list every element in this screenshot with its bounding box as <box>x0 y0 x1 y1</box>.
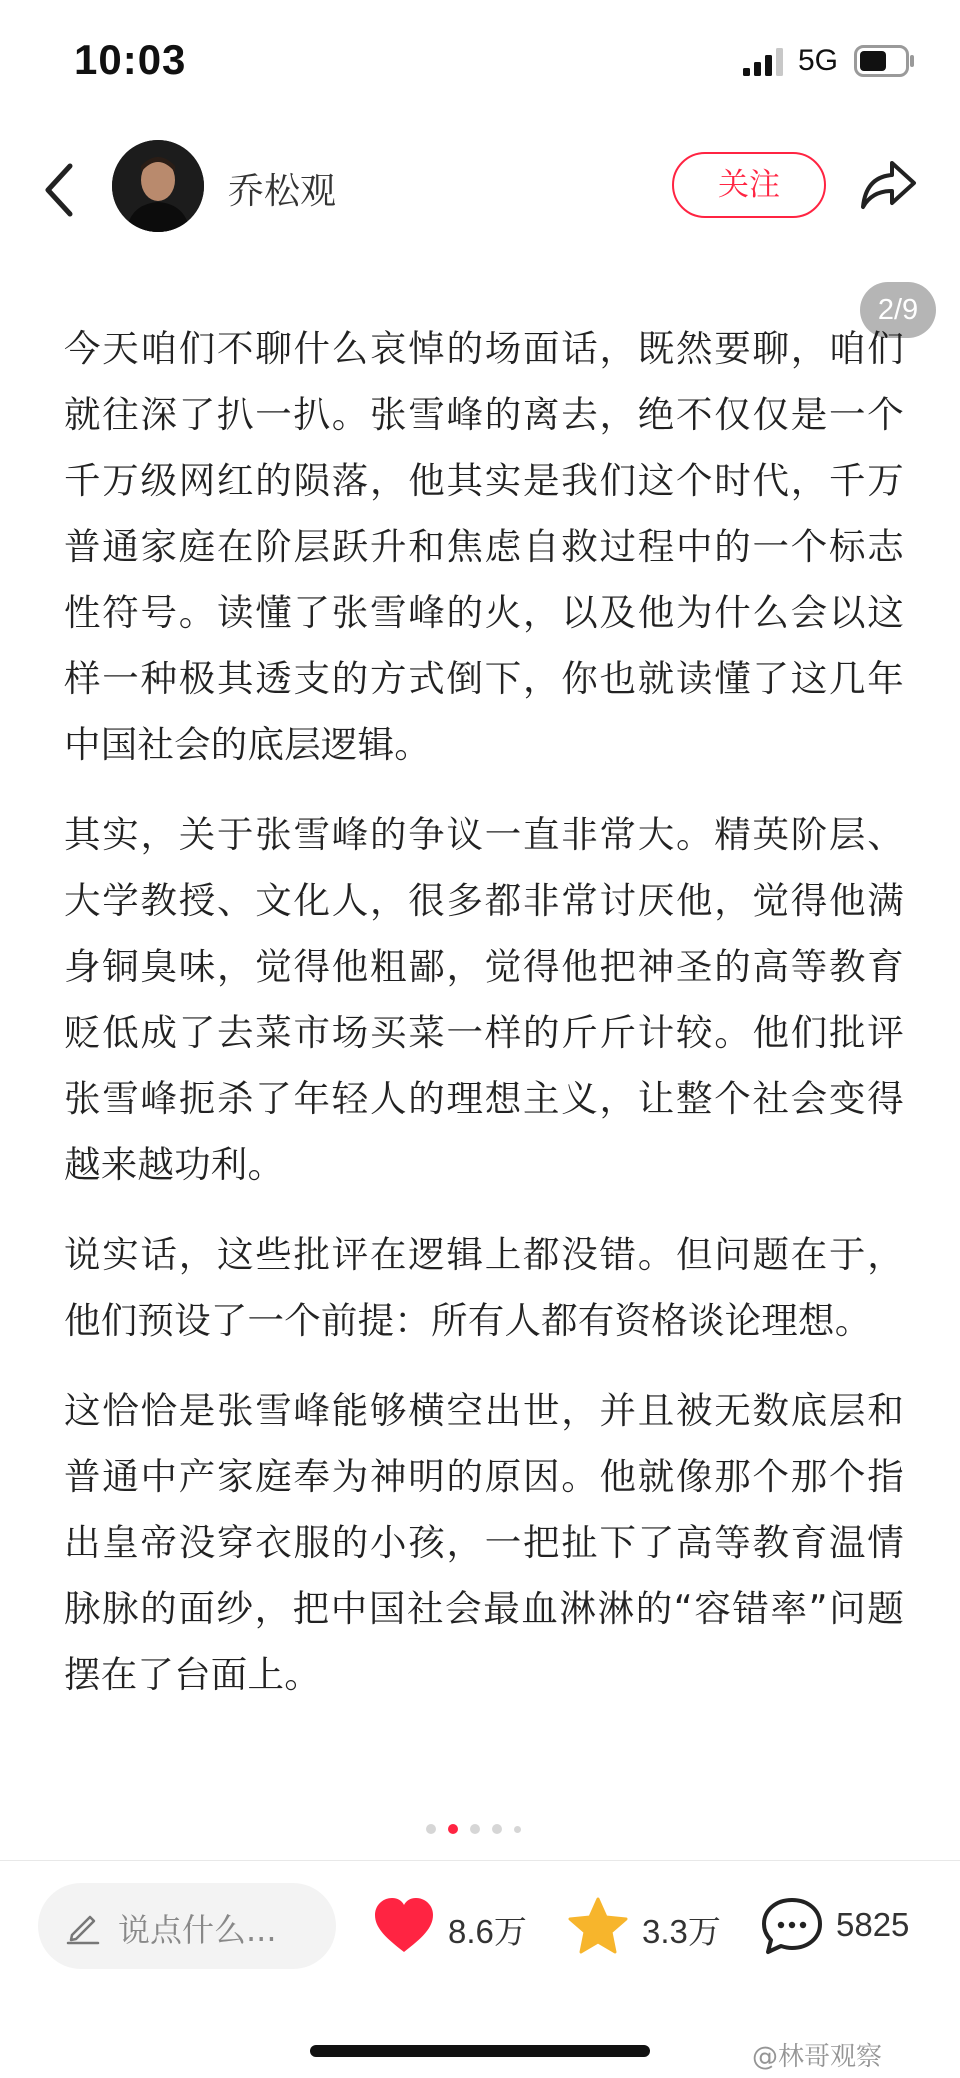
page-counter: 2/9 <box>860 282 936 338</box>
carousel-dots <box>420 1820 540 1836</box>
collect-count: 3.3万 <box>642 1913 721 1950</box>
signal-icon <box>743 48 787 76</box>
author-name[interactable]: 乔松观 <box>228 171 337 212</box>
star-icon <box>566 1896 630 1956</box>
status-bar <box>0 0 960 120</box>
comment-input[interactable] <box>38 1883 336 1969</box>
carousel-dot-active[interactable] <box>448 1824 458 1834</box>
article-paragraph: 说实话，这些批评在逻辑上都没错。但问题在于，他们预设了一个前提：所有人都有资格谈论理想。 <box>64 1233 904 1342</box>
note-header <box>0 135 960 245</box>
comment-placeholder: 说点什么... <box>118 1911 277 1949</box>
follow-button[interactable]: 关注 <box>672 152 826 218</box>
comment-count: 5825 <box>836 1906 910 1943</box>
network-label: 5G <box>798 44 839 77</box>
status-time: 10:03 <box>74 36 187 83</box>
like-count: 8.6万 <box>448 1913 527 1950</box>
chat-bubble-icon <box>760 1896 824 1956</box>
home-indicator[interactable] <box>310 2045 650 2057</box>
pencil-icon <box>64 1907 102 1945</box>
article-paragraph: 今天咱们不聊什么哀悼的场面话，既然要聊，咱们就往深了扒一扒。张雪峰的离去，绝不仅仅是一个千万级网红的陨落，他其实是我们这个时代，千万普通家庭在阶层跃升和焦虑自救过程中的一个标志性符号。读懂了张雪峰的火，以及他为什么会以这样一种极其透支的方式倒下，你也就读懂了这几年中国社会的底层逻辑。 <box>64 327 904 766</box>
heart-icon <box>372 1896 436 1956</box>
share-icon[interactable] <box>858 157 918 213</box>
battery-icon <box>854 45 916 77</box>
carousel-dot[interactable] <box>426 1824 436 1834</box>
back-icon[interactable] <box>40 160 80 220</box>
collect-button[interactable] <box>566 1888 746 1964</box>
comment-button[interactable] <box>760 1888 950 1964</box>
bottom-divider <box>0 1860 960 1861</box>
carousel-dot[interactable] <box>514 1826 521 1833</box>
article-paragraph: 其实，关于张雪峰的争议一直非常大。精英阶层、大学教授、文化人，很多都非常讨厌他，觉得他满身铜臭味，觉得他粗鄙，觉得他把神圣的高等教育贬低成了去菜市场买菜一样的斤斤计较。他们批评张雪峰扼杀了年轻人的理想主义，让整个社会变得越来越功利。 <box>64 813 904 1186</box>
like-button[interactable] <box>372 1888 542 1964</box>
watermark: @林哥观察 <box>752 2042 883 2072</box>
avatar-image <box>112 140 204 232</box>
carousel-dot[interactable] <box>470 1824 480 1834</box>
carousel-dot[interactable] <box>492 1824 502 1834</box>
author-avatar[interactable] <box>112 140 204 232</box>
article-paragraph: 这恰恰是张雪峰能够横空出世，并且被无数底层和普通中产家庭奉为神明的原因。他就像那个那个指出皇帝没穿衣服的小孩，一把扯下了高等教育温情脉脉的面纱，把中国社会最血淋淋的“容错率”问题摆在了台面上。 <box>64 1389 904 1696</box>
article-body <box>64 316 904 1732</box>
